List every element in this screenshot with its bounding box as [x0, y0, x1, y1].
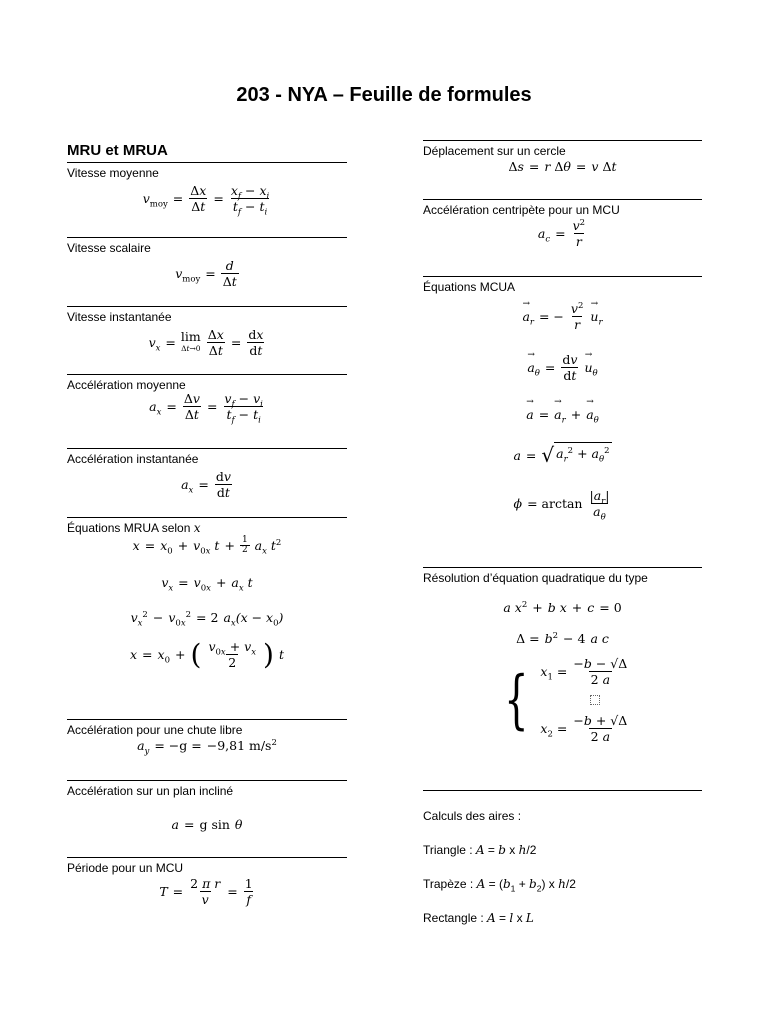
formula-expression: $a_x$ = $\frac{\Delta v}{\Delta t}$ = $\frac{v_f - v_i}{t_f - t_i}$ [149, 391, 263, 426]
section-heading: MRU et MRUA [67, 142, 168, 159]
formula-expression: Δs = r Δθ = v Δt [508, 159, 617, 174]
formula-chute-libre [67, 719, 347, 780]
formula-label: Résolution d’équation quadratique du type [423, 571, 648, 585]
aire-rectangle: Rectangle : A = l x L [423, 911, 534, 925]
formula-roots: { $x_1$ = $\frac{-b - √\Delta}{2 a}$ $x_2$ = $\frac{-b + √\Delta}{2 a}$ [503, 656, 628, 744]
formula-deplacement-cercle [423, 140, 702, 199]
formula-position: x = $x_0$ + $v_{0x}$ t + $\frac{1}{2}$ $a_x$ $t^2$ [132, 535, 282, 557]
formula-expression: $a_x$ = $\frac{dv}{dt}$ [181, 469, 231, 500]
formula-velocity-squared: $v_x^2$ − $v_{0x}^2$ = 2 $a_x(x - x_0)$ [130, 609, 284, 629]
formula-expression: $v_{moy}$ = $\frac{\Delta x}{\Delta t}$ = $\frac{x_f - x_i}{t_f - t_i}$ [142, 183, 270, 218]
left-column [67, 140, 347, 918]
aire-triangle: Triangle : A = b x h/2 [423, 843, 537, 857]
formula-equations-mrua [67, 517, 347, 719]
formula-acceleration-moyenne [67, 374, 347, 448]
formula-expression: $a_y$ = −g = −9,81 $m/s^2$ [137, 737, 277, 757]
formula-expression: T = $\frac{\text{2 π r}}{v}$ = $\frac{1}{f}$ [159, 876, 253, 907]
formula-vitesse-scalaire [67, 237, 347, 306]
placeholder-icon [590, 695, 600, 705]
formula-value: −9,81 m/s [206, 738, 272, 753]
formula-equations-mcua [423, 276, 702, 567]
formula-label: Accélération pour une chute libre [67, 723, 243, 737]
formula-label: Déplacement sur un cercle [423, 144, 566, 158]
formula-label: Accélération instantanée [67, 452, 199, 466]
formula-total-acceleration: → a = → $a_r$ + → $a_\theta$ [423, 407, 702, 422]
formula-expression: $a_c$ = $\frac{v^2}{r}$ [537, 217, 586, 249]
formula-position-average: x = $x_0$ + ( $\frac{v_{0x} + v_x}{2}$ ) t [129, 637, 284, 671]
aires-title: Calculs des aires : [423, 809, 522, 823]
formula-label-variable: x [193, 521, 201, 535]
formula-label: Période pour un MCU [67, 861, 184, 875]
formula-label: Vitesse instantanée [67, 310, 172, 324]
formula-discriminant: Δ = $b^2$ − 4 a c [516, 630, 609, 646]
formula-label-text: Équations MRUA selon [67, 521, 191, 535]
formula-label: Accélération centripète pour un MCU [423, 203, 620, 217]
formula-label: Vitesse scalaire [67, 241, 151, 255]
formula-expression: a = g sin θ [171, 817, 243, 832]
formula-velocity: $v_x$ = $v_{0x}$ + $a_x$ t [161, 575, 253, 594]
aire-label: Rectangle : [423, 911, 484, 925]
aire-label: Trapèze : [423, 877, 474, 891]
formula-acceleration-magnitude: a = √ $a_r^2 + a_\theta^2$ [513, 443, 610, 467]
aire-trapeze: Trapèze : $A = (b_1 + b_2)$ x h/2 [423, 877, 576, 894]
formula-label: Accélération moyenne [67, 378, 186, 392]
formula-vitesse-moyenne [67, 162, 347, 237]
aires-section [423, 790, 702, 925]
formula-quadratic-equation: a $x^2$ + b x + c = 0 [503, 599, 622, 615]
formula-radial-acceleration: → $a_r$ = − $\frac{v^2}{r}$ → $u_r$ [423, 301, 702, 332]
formula-expression: $v_{moy}$ = $\frac{d}{\Delta t}$ [175, 258, 237, 289]
formula-expression: $v_x$ = lim Δt→0 $\frac{\Delta x}{\Delta t}$ = $\frac{dx}{dt}$ [148, 327, 264, 358]
formula-vitesse-instantanee [67, 306, 347, 374]
right-column [423, 140, 702, 945]
formula-periode-mcu [67, 857, 347, 918]
brace-icon: { [503, 663, 529, 737]
formula-label: Vitesse moyenne [67, 166, 159, 180]
page-title: 203 - NYA – Feuille de formules [236, 84, 532, 106]
formula-tangential-acceleration: → $a_\theta$ = $\frac{dv}{dt}$ → $u_\theta$ [423, 352, 702, 383]
formula-angle: ϕ = arctan $\frac{|a_r|}{a_\theta}$ [513, 488, 610, 523]
formula-acceleration-instantanee [67, 448, 347, 517]
formula-acceleration-centripete [423, 199, 702, 276]
formula-quadratique [423, 567, 702, 790]
formula-label [67, 518, 347, 536]
formula-label: Équations MCUA [423, 280, 516, 294]
formula-plan-incline [67, 780, 347, 857]
aire-label: Triangle : [423, 843, 473, 857]
formula-label: Accélération sur un plan incliné [67, 784, 234, 798]
